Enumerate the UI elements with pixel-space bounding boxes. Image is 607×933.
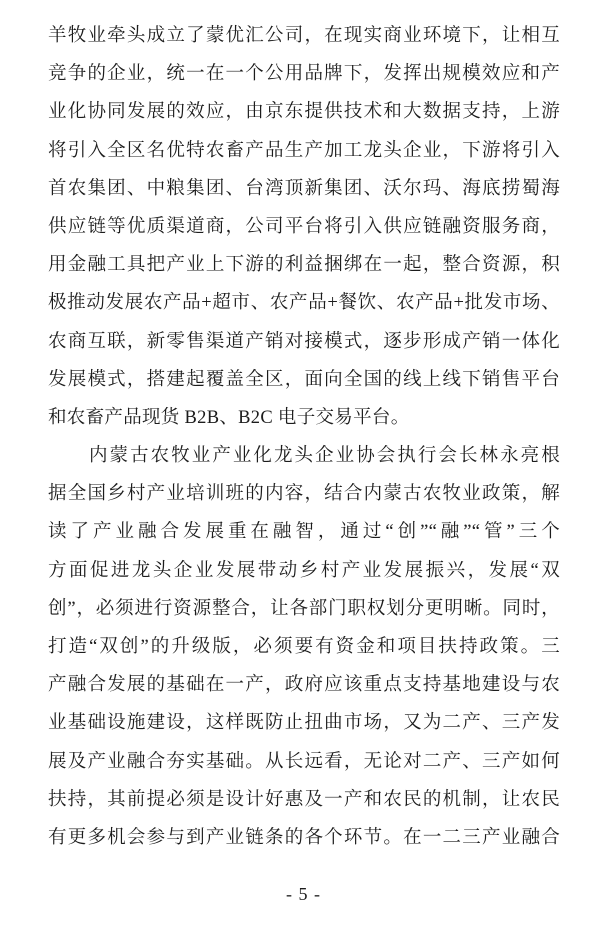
paragraph	[48, 17, 560, 437]
text-line: 供应链等优质渠道商，公司平台将引入供应链融资服务商，	[48, 216, 560, 237]
text-line: 扶持，其前提必须是设计好惠及一产和农民的机制，让农民	[48, 789, 560, 810]
text-line: 产融合发展的基础在一产，政府应该重点支持基地建设与农	[48, 675, 560, 696]
text-line: 用金融工具把产业上下游的利益捆绑在一起，整合资源，积	[48, 255, 560, 276]
text-line: 创”，必须进行资源整合，让各部门职权划分更明晰。同时，	[48, 598, 560, 619]
paragraph	[48, 437, 560, 857]
text-line: 极推动发展农产品+超市、农产品+餐饮、农产品+批发市场、	[48, 293, 560, 314]
text-line: 和农畜产品现货 B2B、B2C 电子交易平台。	[48, 407, 410, 428]
text-line: 据全国乡村产业培训班的内容，结合内蒙古农牧业政策，解	[48, 484, 560, 505]
text-line: 竞争的企业，统一在一个公用品牌下，发挥出规模效应和产	[48, 64, 560, 85]
text-line: 业化协同发展的效应，由京东提供技术和大数据支持，上游	[48, 102, 560, 123]
text-line: 内蒙古农牧业产业化龙头企业协会执行会长林永亮根	[89, 446, 560, 467]
page-footer	[0, 884, 607, 905]
text-line: 方面促进龙头企业发展带动乡村产业发展振兴，发展“双	[48, 560, 560, 581]
text-line: 有更多机会参与到产业链条的各个环节。在一二三产业融合	[48, 827, 560, 848]
text-line: 羊牧业牵头成立了蒙优汇公司，在现实商业环境下，让相互	[48, 26, 560, 46]
text-line: 读了产业融合发展重在融智，通过“创”“融”“管”三个	[48, 522, 560, 543]
text-line: 首农集团、中粮集团、台湾顶新集团、沃尔玛、海底捞蜀海	[48, 178, 560, 199]
text-line: 打造“双创”的升级版，必须要有资金和项目扶持政策。三	[48, 637, 560, 657]
text-line: 展及产业融合夯实基础。从长远看，无论对二产、三产如何	[48, 751, 560, 772]
text-line: 发展模式，搭建起覆盖全区，面向全国的线上线下销售平台	[48, 369, 560, 390]
document-body	[48, 17, 560, 857]
text-line: 业基础设施建设，这样既防止扭曲市场，又为二产、三产发	[48, 713, 560, 734]
text-line: 农商互联，新零售渠道产销对接模式，逐步形成产销一体化	[48, 331, 560, 352]
text-line: 将引入全区名优特农畜产品生产加工龙头企业，下游将引入	[48, 140, 560, 161]
page-number: - 5 -	[286, 884, 321, 904]
